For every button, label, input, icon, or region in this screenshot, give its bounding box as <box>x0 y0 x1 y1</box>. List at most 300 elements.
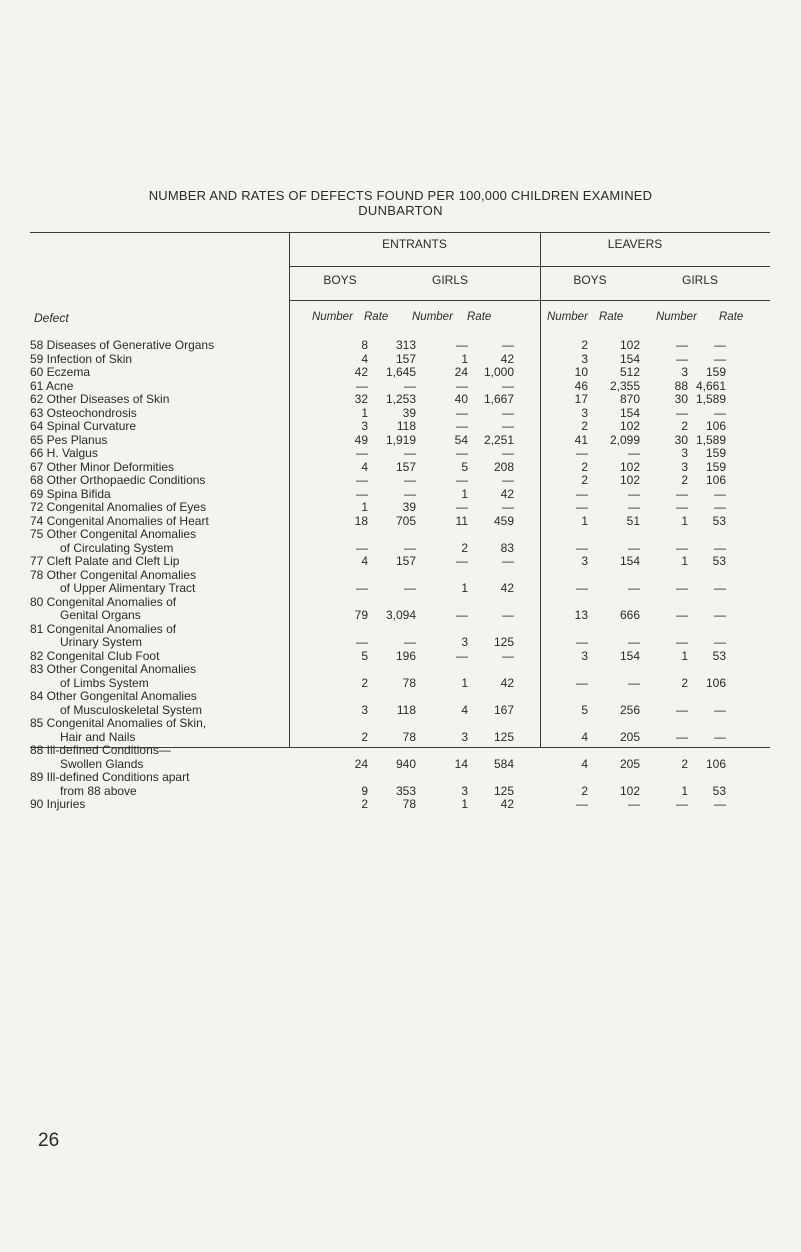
entrants-girls-number-label: Number <box>412 311 453 323</box>
entrants-boys-rate-cell: 705 <box>395 513 416 528</box>
entrants-girls-number-cell: 1 <box>461 351 468 366</box>
entrants-boys-rate-cell: — <box>404 378 416 393</box>
empty-cell <box>320 744 368 758</box>
entrants-girls-number-cell: 4 <box>461 702 468 717</box>
entrants-boys-rate-cell: 196 <box>395 648 416 663</box>
defect-name: 90 Injuries <box>30 797 86 811</box>
leavers-boys-number-cell: 4 <box>581 756 588 771</box>
empty-cell <box>368 623 416 637</box>
entrants-girls-number-cell: 2 <box>461 540 468 555</box>
entrants-girls-rate-cell: — <box>502 419 514 433</box>
empty-cell <box>368 569 416 583</box>
empty-cell <box>588 623 640 637</box>
entrants-boys-number-cell: 18 <box>354 513 368 528</box>
leavers-boys-rate-cell: 205 <box>619 729 640 744</box>
defect-name-continuation: of Limbs System <box>60 675 149 690</box>
entrants-boys-rate-cell: 118 <box>396 419 416 433</box>
entrants-boys-number-cell: 9 <box>361 783 368 798</box>
entrants-boys-number-cell: 2 <box>361 797 368 811</box>
defect-name: 81 Congenital Anomalies of <box>30 621 177 636</box>
defect-name-continuation: Hair and Nails <box>60 729 136 744</box>
defect-name: 65 Pes Planus <box>30 432 108 447</box>
leavers-boys-rate-cell: — <box>628 675 640 690</box>
entrants-girls-number-cell: 3 <box>461 729 468 744</box>
leavers-girls-rate-cell: 53 <box>712 648 726 663</box>
entrants-girls-number-cell: 1 <box>461 675 468 690</box>
leavers-boys-rate-cell: 154 <box>619 351 640 366</box>
empty-cell <box>514 690 588 704</box>
empty-cell <box>640 663 688 677</box>
table-row <box>30 717 726 731</box>
table-row <box>30 690 726 704</box>
entrants-boys-rate-cell: 313 <box>395 338 416 352</box>
table-row <box>30 447 726 461</box>
leavers-boys-rate-cell: 2,099 <box>609 432 640 447</box>
leavers-girls-number-label: Number <box>656 311 697 323</box>
leavers-girls-rate-cell: 106 <box>705 675 726 690</box>
table-row-continuation <box>30 582 726 596</box>
leavers-girls-number-cell: — <box>676 405 688 420</box>
entrants-boys-number-cell: 8 <box>361 338 368 352</box>
entrants-girls-number-cell: 24 <box>454 365 468 379</box>
table-row-continuation <box>30 609 726 623</box>
table-row <box>30 555 726 569</box>
entrants-boys-number-cell: 4 <box>361 459 368 474</box>
empty-cell <box>588 663 640 677</box>
leavers-rule <box>540 266 770 267</box>
empty-cell <box>588 528 640 542</box>
empty-cell <box>368 690 416 704</box>
entrants-boys-number-cell: 2 <box>361 729 368 744</box>
entrants-girls-number-cell: 40 <box>454 392 468 406</box>
empty-cell <box>688 717 726 731</box>
leavers-boys-number-cell: 2 <box>581 783 588 798</box>
entrants-girls-rate-cell: — <box>502 446 514 460</box>
table-row <box>30 650 726 664</box>
empty-cell <box>640 771 688 785</box>
defect-name: 61 Acne <box>30 378 74 393</box>
leavers-boys-number-cell: 2 <box>581 338 588 352</box>
empty-cell <box>320 717 368 731</box>
page-number: 26 <box>38 1130 60 1151</box>
empty-cell <box>468 569 514 583</box>
defect-name: 75 Other Congenital Anomalies <box>30 527 197 541</box>
leavers-girls-number-cell: 2 <box>681 675 688 690</box>
table-row <box>30 353 726 367</box>
empty-cell <box>320 663 368 677</box>
leavers-boys-number-cell: 5 <box>581 702 588 717</box>
leavers-girls-rate-cell: — <box>714 581 726 595</box>
empty-cell <box>588 771 640 785</box>
entrants-girls-rate-cell: — <box>502 338 514 352</box>
entrants-boys-number-cell: 1 <box>361 405 368 420</box>
entrants-boys-rate-cell: 1,645 <box>385 365 416 379</box>
leavers-girls-rate-cell: 4,661 <box>695 378 726 393</box>
defect-name: 64 Spinal Curvature <box>30 419 137 433</box>
leavers-girls-number-cell: — <box>676 486 688 501</box>
page-title: NUMBER AND RATES OF DEFECTS FOUND PER 100,000 CHILDREN EXAMINED <box>148 188 653 203</box>
entrants-girls-number-cell: 14 <box>454 756 468 771</box>
leavers-girls-number-cell: 3 <box>681 446 688 460</box>
defect-name: 84 Other Gongenital Anomalies <box>30 689 197 703</box>
leavers-boys-rate-cell: 102 <box>619 783 640 798</box>
leavers-girls-number-cell: — <box>676 338 688 352</box>
entrants-girls-number-cell: 1 <box>461 797 468 811</box>
leavers-girls-number-cell: 1 <box>681 648 688 663</box>
entrants-girls-rate-cell: 42 <box>500 675 514 690</box>
entrants-girls-rate-cell: 42 <box>500 351 514 366</box>
leavers-boys-rate-cell: — <box>628 540 640 555</box>
leavers-girls-rate-cell: 159 <box>705 365 726 379</box>
table-row <box>30 771 726 785</box>
empty-cell <box>688 690 726 704</box>
table-row-continuation <box>30 542 726 556</box>
entrants-boys-rate-cell: — <box>404 540 416 555</box>
table-row-continuation <box>30 636 726 650</box>
empty-cell <box>588 744 640 758</box>
leavers-girls-header: GIRLS <box>681 273 718 287</box>
empty-cell <box>368 744 416 758</box>
entrants-girls-rate-label: Rate <box>467 311 492 323</box>
entrants-boys-number-cell: 3 <box>361 702 368 717</box>
empty-cell <box>320 596 368 610</box>
entrants-boys-rate-cell: 1,919 <box>385 432 416 447</box>
empty-cell <box>640 623 688 637</box>
entrants-boys-rate-cell: 3,094 <box>385 608 416 622</box>
empty-cell <box>468 623 514 637</box>
leavers-boys-header: BOYS <box>573 273 607 287</box>
entrants-girls-number-cell: — <box>456 446 468 460</box>
leavers-girls-rate-cell: 1,589 <box>695 432 726 447</box>
empty-cell <box>416 623 468 637</box>
leavers-girls-number-cell: — <box>676 635 688 649</box>
entrants-boys-rate-cell: — <box>404 446 416 460</box>
defect-name: 62 Other Diseases of Skin <box>30 392 170 406</box>
table-row <box>30 488 726 502</box>
empty-cell <box>416 569 468 583</box>
defect-name-continuation: from 88 above <box>60 783 137 798</box>
empty-cell <box>320 690 368 704</box>
defect-name-continuation: of Musculoskeletal System <box>60 702 203 717</box>
defect-name: 77 Cleft Palate and Cleft Lip <box>30 554 180 568</box>
table-row <box>30 798 726 812</box>
defect-name: 74 Congenital Anomalies of Heart <box>30 513 209 528</box>
defect-name-continuation: Genital Organs <box>60 608 141 622</box>
subheader-rule <box>289 300 770 301</box>
table-row <box>30 380 726 394</box>
leavers-girls-rate-cell: — <box>714 797 726 811</box>
entrants-girls-rate-cell: 125 <box>493 783 514 798</box>
table-row <box>30 501 726 515</box>
leavers-girls-rate-cell: 53 <box>712 554 726 568</box>
entrants-boys-number-cell: 42 <box>354 365 368 379</box>
entrants-boys-number-cell: 4 <box>361 351 368 366</box>
defect-name-continuation: of Circulating System <box>60 540 174 555</box>
leavers-girls-rate-cell: — <box>714 540 726 555</box>
leavers-boys-number-cell: 2 <box>581 473 588 487</box>
defect-name: 82 Congenital Club Foot <box>30 648 160 663</box>
leavers-boys-number-cell: — <box>576 635 588 649</box>
entrants-girls-rate-cell: — <box>502 608 514 622</box>
leavers-boys-number-cell: 3 <box>581 351 588 366</box>
empty-cell <box>320 771 368 785</box>
empty-cell <box>588 596 640 610</box>
table-row <box>30 461 726 475</box>
defect-name: 59 Infection of Skin <box>30 351 133 366</box>
entrants-boys-rate-cell: 39 <box>402 500 416 514</box>
empty-cell <box>368 528 416 542</box>
entrants-girls-number-cell: — <box>456 419 468 433</box>
defect-name: 68 Other Orthopaedic Conditions <box>30 473 206 487</box>
empty-cell <box>468 744 514 758</box>
leavers-girls-rate-cell: 1,589 <box>695 392 726 406</box>
entrants-boys-rate-cell: 157 <box>395 459 416 474</box>
empty-cell <box>514 744 588 758</box>
defect-name: 83 Other Congenital Anomalies <box>30 662 197 676</box>
table-row-continuation <box>30 731 726 745</box>
empty-cell <box>688 663 726 677</box>
table-row <box>30 474 726 488</box>
leavers-boys-rate-label: Rate <box>599 311 624 323</box>
entrants-girls-rate-cell: 42 <box>500 486 514 501</box>
table-row <box>30 569 726 583</box>
empty-cell <box>416 690 468 704</box>
leavers-boys-rate-cell: 102 <box>619 419 640 433</box>
leavers-girls-number-cell: — <box>676 581 688 595</box>
entrants-girls-rate-cell: 459 <box>493 513 514 528</box>
leavers-girls-number-cell: 88 <box>674 378 688 393</box>
empty-cell <box>640 569 688 583</box>
entrants-boys-number-cell: — <box>356 473 368 487</box>
empty-cell <box>368 771 416 785</box>
empty-cell <box>514 663 588 677</box>
entrants-girls-number-cell: 1 <box>461 581 468 595</box>
leavers-boys-number-cell: — <box>576 446 588 460</box>
entrants-girls-rate-cell: — <box>502 554 514 568</box>
table-row <box>30 434 726 448</box>
entrants-boys-rate-cell: 940 <box>395 756 416 771</box>
table-top-rule <box>30 232 770 233</box>
entrants-girls-number-cell: — <box>456 473 468 487</box>
leavers-girls-rate-cell: — <box>714 500 726 514</box>
entrants-boys-rate-cell: 39 <box>402 405 416 420</box>
leavers-boys-rate-cell: — <box>628 581 640 595</box>
empty-cell <box>640 717 688 731</box>
leavers-girls-rate-label: Rate <box>719 311 744 323</box>
entrants-girls-rate-cell: — <box>502 500 514 514</box>
empty-cell <box>640 690 688 704</box>
table-row <box>30 596 726 610</box>
leavers-boys-rate-cell: 666 <box>619 608 640 622</box>
empty-cell <box>368 663 416 677</box>
leavers-girls-number-cell: — <box>676 540 688 555</box>
entrants-girls-rate-cell: — <box>502 473 514 487</box>
leavers-boys-number-cell: 4 <box>581 729 588 744</box>
entrants-girls-number-cell: — <box>456 338 468 352</box>
table-row <box>30 407 726 421</box>
leavers-boys-rate-cell: — <box>628 500 640 514</box>
defect-name: 80 Congenital Anomalies of <box>30 594 177 609</box>
defect-name: 72 Congenital Anomalies of Eyes <box>30 500 207 514</box>
leavers-girls-number-cell: — <box>676 608 688 622</box>
leavers-girls-number-cell: 1 <box>681 554 688 568</box>
defect-name: 67 Other Minor Deformities <box>30 459 175 474</box>
leavers-girls-number-cell: — <box>676 500 688 514</box>
entrants-boys-rate-label: Rate <box>364 311 389 323</box>
empty-cell <box>468 717 514 731</box>
entrants-rule <box>289 266 540 267</box>
entrants-girls-number-cell: — <box>456 648 468 663</box>
entrants-girls-number-cell: 1 <box>461 486 468 501</box>
leavers-girls-rate-cell: — <box>714 486 726 501</box>
empty-cell <box>320 623 368 637</box>
leavers-boys-number-cell: 2 <box>581 419 588 433</box>
leavers-girls-number-cell: — <box>676 351 688 366</box>
leavers-boys-number-cell: 3 <box>581 648 588 663</box>
leavers-boys-number-label: Number <box>547 311 588 323</box>
leavers-girls-number-cell: 2 <box>681 419 688 433</box>
entrants-boys-rate-cell: 78 <box>402 797 416 811</box>
empty-cell <box>368 717 416 731</box>
leavers-girls-rate-cell: 53 <box>712 513 726 528</box>
empty-cell <box>514 623 588 637</box>
leavers-boys-number-cell: 3 <box>581 554 588 568</box>
leavers-boys-rate-cell: — <box>628 446 640 460</box>
leavers-boys-number-cell: — <box>576 797 588 811</box>
empty-cell <box>320 528 368 542</box>
empty-cell <box>416 596 468 610</box>
entrants-girls-rate-cell: 167 <box>493 702 514 717</box>
leavers-boys-rate-cell: 256 <box>619 702 640 717</box>
empty-cell <box>588 690 640 704</box>
leavers-girls-rate-cell: 159 <box>705 459 726 474</box>
entrants-boys-number-cell: — <box>356 446 368 460</box>
page-subtitle: DUNBARTON <box>358 203 443 218</box>
leavers-boys-number-cell: 46 <box>574 378 588 393</box>
table-row-continuation <box>30 785 726 799</box>
entrants-boys-number-cell: 2 <box>361 675 368 690</box>
entrants-boys-number-cell: 5 <box>361 648 368 663</box>
leavers-boys-number-cell: 2 <box>581 459 588 474</box>
entrants-boys-number-cell: — <box>356 581 368 595</box>
empty-cell <box>514 528 588 542</box>
leavers-boys-rate-cell: 102 <box>619 473 640 487</box>
defect-header: Defect <box>34 311 69 325</box>
empty-cell <box>416 744 468 758</box>
empty-cell <box>688 623 726 637</box>
leavers-girls-rate-cell: — <box>714 351 726 366</box>
table-row-continuation <box>30 704 726 718</box>
empty-cell <box>640 596 688 610</box>
leavers-boys-number-cell: — <box>576 500 588 514</box>
entrants-boys-rate-cell: 157 <box>395 554 416 568</box>
table-row <box>30 393 726 407</box>
entrants-girls-number-cell: — <box>456 500 468 514</box>
defect-name: 85 Congenital Anomalies of Skin, <box>30 716 207 730</box>
leavers-girls-rate-cell: 106 <box>705 756 726 771</box>
empty-cell <box>688 596 726 610</box>
entrants-boys-header: BOYS <box>323 273 357 287</box>
entrants-girls-number-cell: — <box>456 554 468 568</box>
leavers-girls-rate-cell: — <box>714 338 726 352</box>
entrants-girls-number-cell: 3 <box>461 783 468 798</box>
entrants-boys-rate-cell: — <box>404 635 416 649</box>
entrants-header: ENTRANTS <box>382 237 447 251</box>
empty-cell <box>640 744 688 758</box>
entrants-girls-number-cell: 3 <box>461 635 468 649</box>
empty-cell <box>468 663 514 677</box>
defect-name-continuation: of Upper Alimentary Tract <box>60 581 196 595</box>
empty-cell <box>468 528 514 542</box>
table-row <box>30 339 726 353</box>
leavers-boys-number-cell: 3 <box>581 405 588 420</box>
leavers-boys-rate-cell: 154 <box>619 405 640 420</box>
defect-name-continuation: Swollen Glands <box>60 756 144 771</box>
leavers-girls-number-cell: 3 <box>681 365 688 379</box>
entrants-boys-number-cell: — <box>356 635 368 649</box>
entrants-boys-number-label: Number <box>312 311 353 323</box>
table-row <box>30 528 726 542</box>
leavers-girls-rate-cell: — <box>714 702 726 717</box>
entrants-boys-rate-cell: — <box>404 473 416 487</box>
leavers-girls-rate-cell: — <box>714 729 726 744</box>
entrants-girls-header: GIRLS <box>431 273 468 287</box>
leavers-boys-rate-cell: 102 <box>619 338 640 352</box>
leavers-boys-rate-cell: — <box>628 797 640 811</box>
leavers-girls-rate-cell: 159 <box>705 446 726 460</box>
leavers-girls-rate-cell: 106 <box>705 419 726 433</box>
entrants-girls-rate-cell: 584 <box>493 756 514 771</box>
entrants-girls-number-cell: 5 <box>461 459 468 474</box>
leavers-boys-rate-cell: 512 <box>619 365 640 379</box>
leavers-girls-number-cell: 2 <box>681 473 688 487</box>
defect-name: 88 Ill-defined Conditions— <box>30 743 171 757</box>
entrants-boys-number-cell: 4 <box>361 554 368 568</box>
leavers-girls-rate-cell: — <box>714 635 726 649</box>
entrants-girls-rate-cell: 208 <box>493 459 514 474</box>
entrants-girls-number-cell: 54 <box>454 432 468 447</box>
empty-cell <box>320 569 368 583</box>
leavers-boys-number-cell: 17 <box>574 392 588 406</box>
leavers-boys-rate-cell: 154 <box>619 648 640 663</box>
leavers-header: LEAVERS <box>607 237 663 251</box>
table-row <box>30 515 726 529</box>
entrants-girls-rate-cell: 2,251 <box>483 432 514 447</box>
entrants-girls-number-cell: — <box>456 405 468 420</box>
leavers-boys-rate-cell: 154 <box>619 554 640 568</box>
leavers-boys-rate-cell: — <box>628 635 640 649</box>
leavers-girls-number-cell: 1 <box>681 513 688 528</box>
entrants-boys-number-cell: — <box>356 540 368 555</box>
empty-cell <box>368 596 416 610</box>
entrants-girls-number-cell: 11 <box>455 513 468 528</box>
leavers-boys-number-cell: — <box>576 581 588 595</box>
empty-cell <box>688 569 726 583</box>
leavers-girls-number-cell: — <box>676 729 688 744</box>
leavers-boys-rate-cell: 870 <box>619 392 640 406</box>
defects-table-body <box>30 339 726 812</box>
leavers-boys-number-cell: 13 <box>574 608 588 622</box>
entrants-boys-number-cell: 1 <box>361 500 368 514</box>
entrants-boys-rate-cell: 78 <box>402 675 416 690</box>
entrants-boys-rate-cell: 1,253 <box>385 392 416 406</box>
empty-cell <box>688 744 726 758</box>
defect-name: 89 Ill-defined Conditions apart <box>30 770 190 784</box>
empty-cell <box>514 771 588 785</box>
entrants-boys-rate-cell: 78 <box>402 729 416 744</box>
table-row <box>30 744 726 758</box>
empty-cell <box>588 717 640 731</box>
